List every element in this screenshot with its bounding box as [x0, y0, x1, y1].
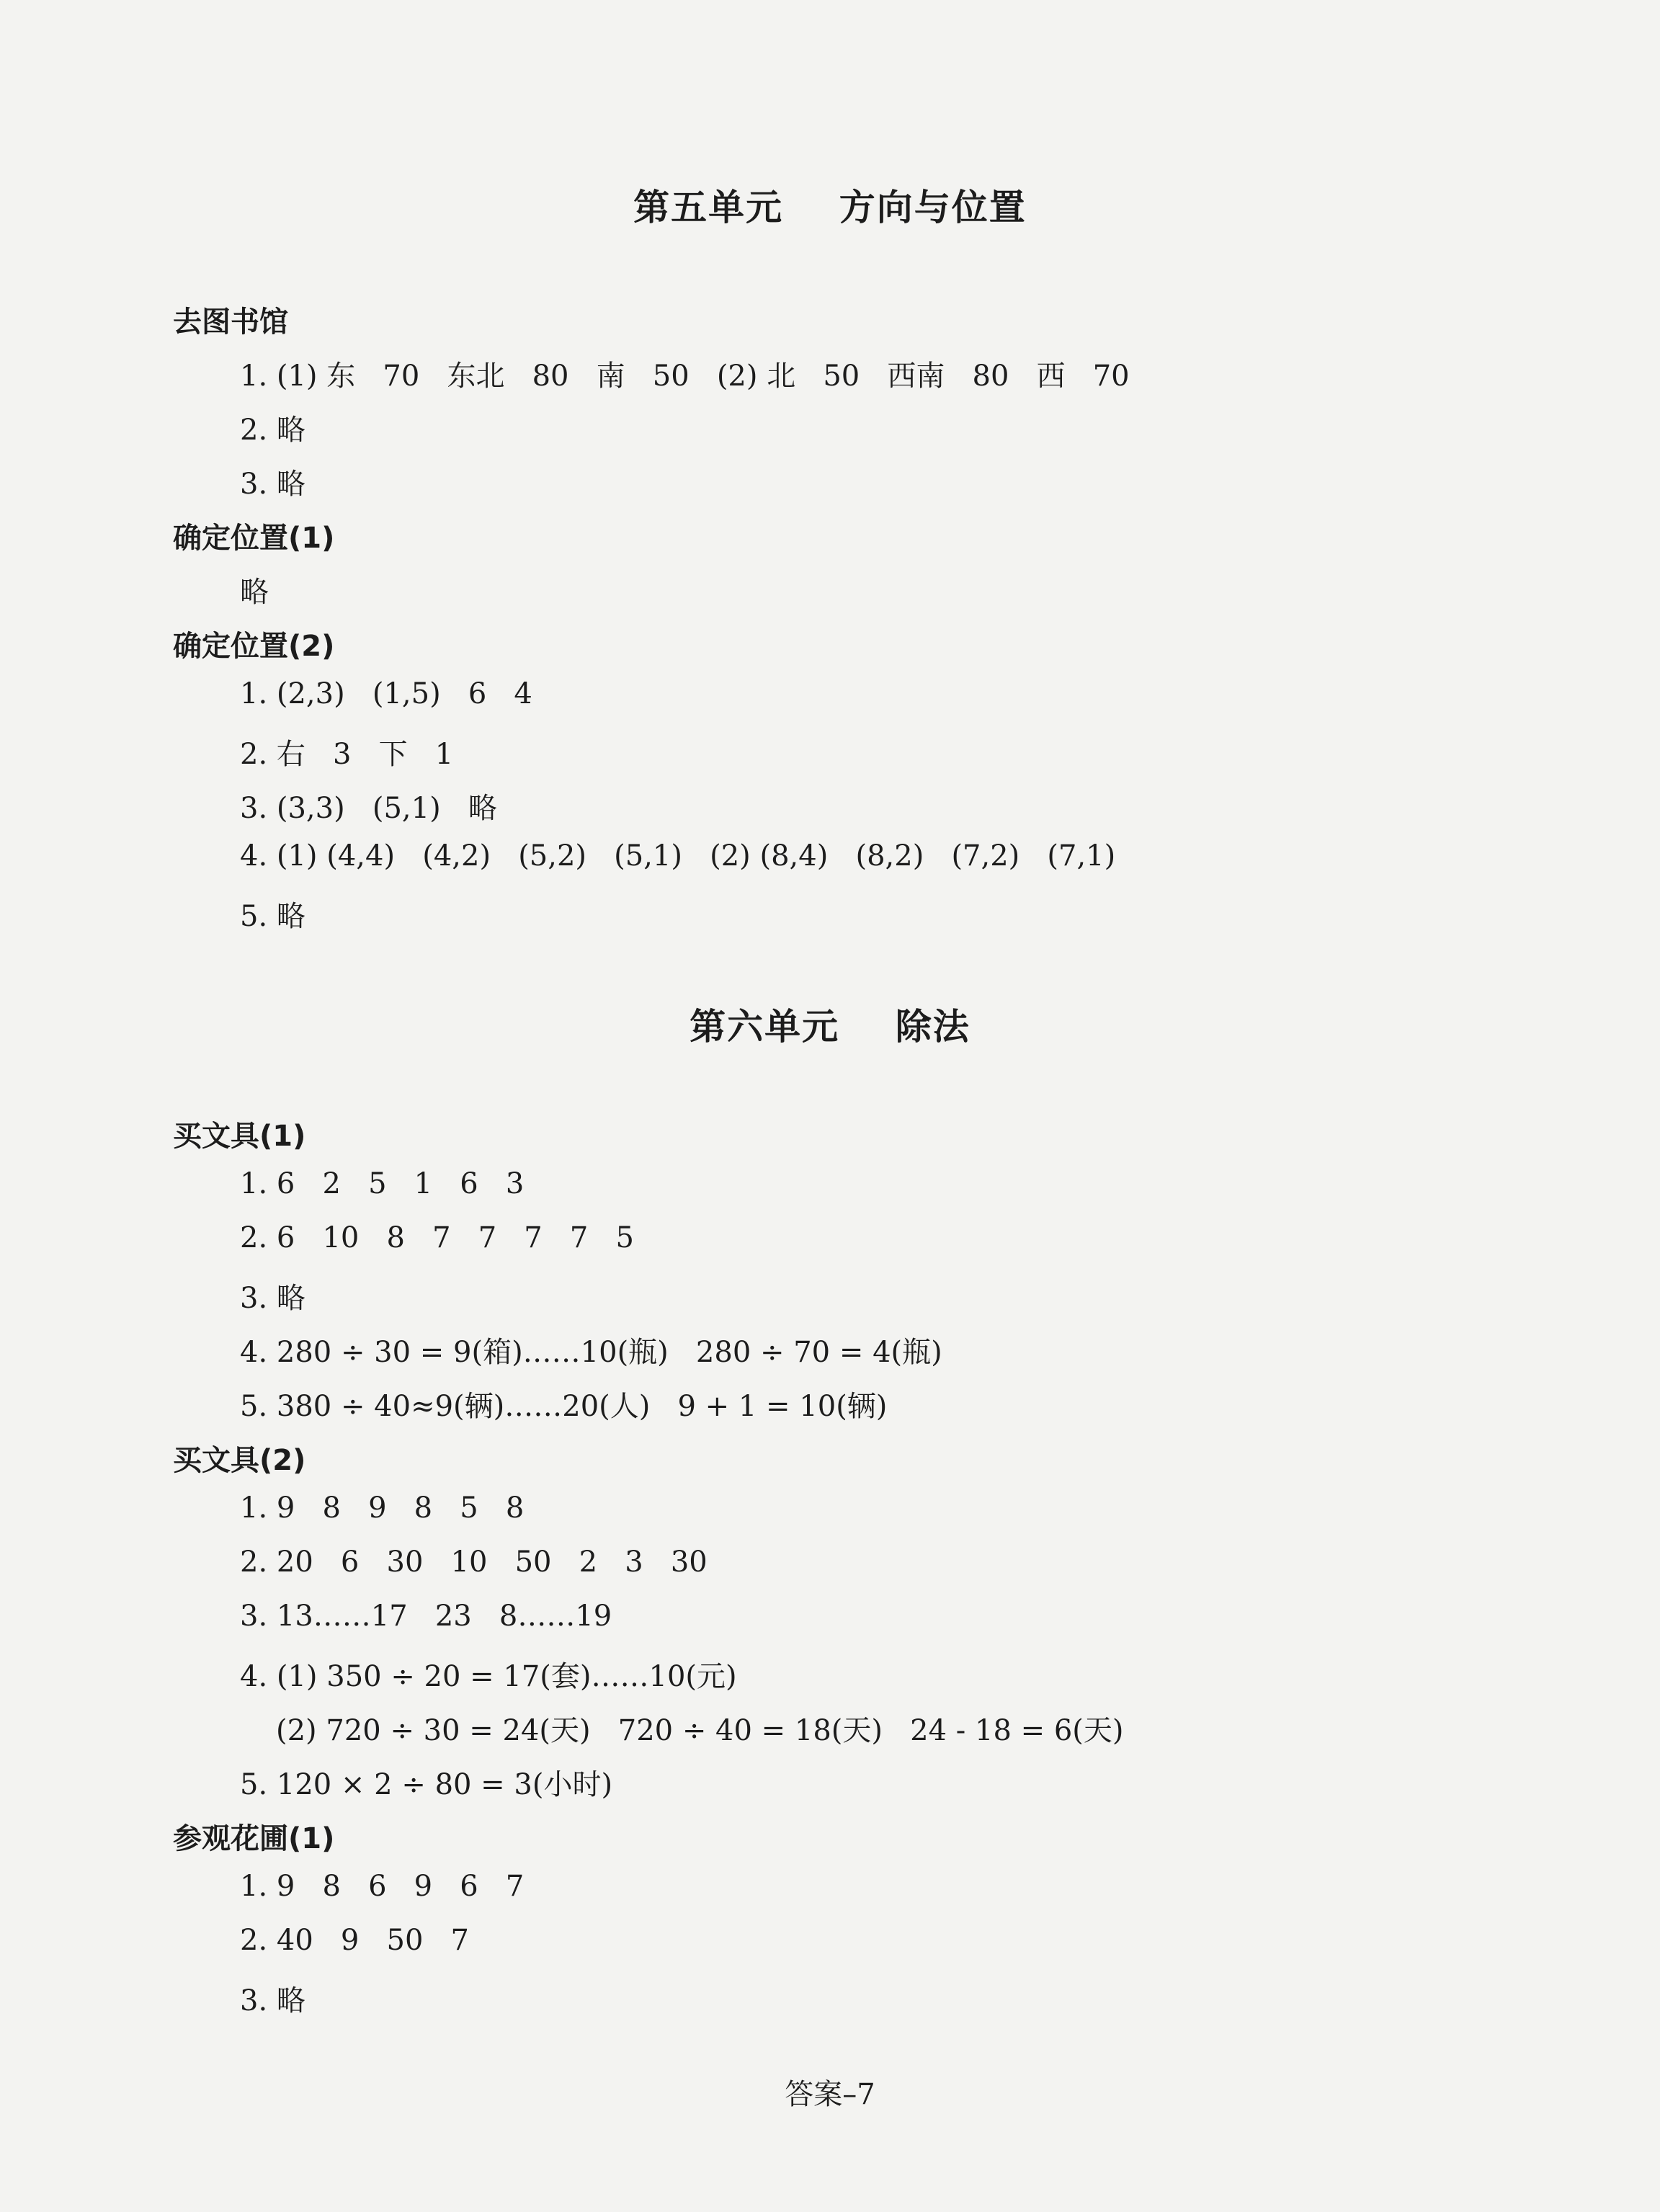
answer-line: 3. 略: [240, 1984, 305, 2017]
answer-line: 4. 280 ÷ 30 = 9(箱)……10(瓶) 280 ÷ 70 = 4(瓶): [240, 1336, 942, 1369]
answer-line: 5. 120 × 2 ÷ 80 = 3(小时): [240, 1768, 613, 1801]
answer-line: 1. 9 8 6 9 6 7: [240, 1870, 525, 1903]
answer-line: 5. 380 ÷ 40≈9(辆)……20(人) 9 + 1 = 10(辆): [240, 1390, 888, 1423]
section-heading-garden-1: 参观花圃(1): [173, 1822, 335, 1855]
answer-line: 1. (2,3) (1,5) 6 4: [240, 677, 532, 710]
section-heading-position-1: 确定位置(1): [173, 522, 335, 555]
answer-line: 3. 略: [240, 1282, 305, 1315]
answer-line: 4. (1) 350 ÷ 20 = 17(套)……10(元): [240, 1660, 737, 1693]
answer-line: 略: [240, 576, 269, 609]
answer-line: 3. 略: [240, 468, 305, 501]
answer-line: 3. (3,3) (5,1) 略: [240, 792, 497, 825]
answer-line: (2) 720 ÷ 30 = 24(天) 720 ÷ 40 = 18(天) 24 - 18 = 6(天): [276, 1714, 1124, 1747]
answer-line: 1. 9 8 9 8 5 8: [240, 1491, 525, 1525]
unit-6-title: 第六单元 除法: [690, 1006, 970, 1048]
answer-line: 5. 略: [240, 900, 305, 933]
answer-line: 4. (1) (4,4) (4,2) (5,2) (5,1) (2) (8,4) (8,2) (7,2) (7,1): [240, 839, 1116, 873]
answer-line: 2. 40 9 50 7: [240, 1924, 470, 1957]
answer-line: 3. 13……17 23 8……19: [240, 1600, 612, 1633]
answer-line: 2. 右 3 下 1: [240, 738, 454, 771]
section-heading-library: 去图书馆: [173, 306, 288, 339]
answer-line: 2. 6 10 8 7 7 7 7 5: [240, 1221, 634, 1254]
answer-line: 1. 6 2 5 1 6 3: [240, 1167, 525, 1200]
page-footer: 答案–7: [785, 2078, 875, 2111]
answer-line: 2. 20 6 30 10 50 2 3 30: [240, 1546, 708, 1579]
answer-line: 2. 略: [240, 414, 305, 447]
section-heading-stationery-2: 买文具(2): [173, 1444, 306, 1477]
section-heading-position-2: 确定位置(2): [173, 630, 335, 663]
unit-5-title: 第五单元 方向与位置: [633, 187, 1027, 228]
section-heading-stationery-1: 买文具(1): [173, 1120, 306, 1153]
answer-line: 1. (1) 东 70 东北 80 南 50 (2) 北 50 西南 80 西 70: [240, 360, 1130, 393]
